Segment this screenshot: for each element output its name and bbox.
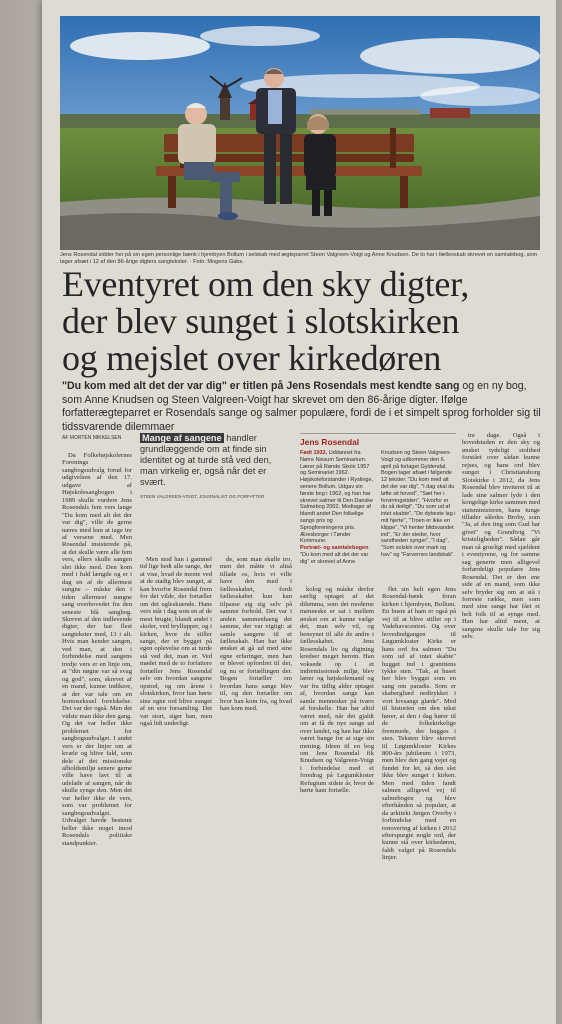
pull-quote-tag: Mange af sangene: [142, 433, 222, 443]
column-1-text: Da Folkehøjskolernes Forenings sangbogsudvalg forud for udgivelsen af den 17. udgave af Højskolesangbogen i 1989 skulle vurdere Jens Rosendals fem vers lange "Du kom med alt det der var dig", ville de gerne næres med kun at tage tre af versene med. Men Rosendal insisterede på, at det skulle være alle fem vers, ellers skulle sangen slet ikke med. Den kom med i fuld længde og er i dag en af de allermest sungne – måske den i tiden allermest sungne sang overhovedet fra den seneste blå sangbog. Skrevet af den indlevende digter, der har flest sangtekster med, 13 i alt. Hvis man kender sangen, ved man, at den i forbindelse med sangens tredje vers er en linje om, at "din nøgne var så svag og god", som, skrevet af en mand, kunne indikere, at der var tale om en homoseksuel forelskelse. Det var der også. Men det vidste man ikke den gang. Og det var heller ikke problemet for sangbogsudvalget. I andet vers er der linjer om at kvæle og blive fald, som dele af det missionske afholdsmiljø senere gerne ville have lavt til at udelade af sangen, når de skulle synge den. Men det var heller ikke de vers, som var problemet for sangbogsudvalget. Udvalget havde bestemt heller ikke noget imod Rosendals politiske standpunkter.: [62, 452, 132, 847]
column-2-text: Men stod han i gammel tid lige bedt alle sange, der at vise, hvad de mente ved at de stadig blev sunget, at kan hvorfor Rosendal frem for det vilde, der fortæller om det ugleskuende. Hans vers står i dag som en af de mest brugte, blandt andet i skoler, ved bryllupper, og i kirken, hvor de stiller sange, der er bygget på egen oplevelse om at turde stå ved det, man er. Ved mødet med de to forfattere fortæller Jens Rosendal selv om hvordan sangene opstod, og om årene i slotskirken, hvor han hørte sine egne ord blive sunget af en stor forsamling. Det var stort, siger han, men også lidt underligt.: [140, 556, 212, 727]
article-headline: [62, 266, 542, 377]
fact-box-label-2: Portræt- og samtalebogen: [300, 545, 369, 552]
fact-box-title: Jens Rosendal: [300, 437, 360, 447]
newspaper-page: [42, 0, 556, 1024]
article-column-2: [140, 556, 212, 1024]
article-column-3: [220, 556, 292, 1024]
article-column-5: [382, 586, 456, 1024]
pull-quote-body: handler grundlæggende om at finde sin identitet og at turde stå ved den, man virkelig er, også når det er svært.: [140, 433, 272, 487]
column-3-text: de, som man skulle tro, men det måtte vi altså tillade os, hvis vi ville have den med i fællesskabet, fordi fællesskabet kun kan tilpasse sig sig selv på samme forhold. Det var i anden sammenhæng det samme, der var vigtigt: at samle sangene til et fællesskab. Han har ikke ønsket at gå ud med sine egne erfaringer, men han er blevet opfordret til det, og nu er fortællingen der. Bogen fortæller om hvordan hans sange blev til, og den fortæller om hvor han kom fra, og hvad han kom med.: [220, 556, 292, 713]
fact-box-text-2: "Du kom med alt det der var dig" er skrevet af Anne Knudsen og Steen Valgreen-Voigt og udkommer den 6. april på forlaget Gyldendal. Bogen tager afsæt i følgende 12 tekster: "Du kom med alt det der var dig", "I dag skal du løfte sit hoved", "Sæt her i forvirringstiden", "Hvorfor er du så deiligt", "Du som ud af intet skabte", "De dybeste lag i mit hjerte", "Troen er ikke en klippe", "Vi henter blidsvandet ind", "Er der steder, hvor sandheden synger", "I dag", "Som solskin over mark og hav" og "Farvernes landskab".: [300, 450, 456, 565]
pull-quote: [140, 433, 290, 500]
article-lead: [62, 380, 542, 434]
article-photo: [60, 16, 540, 250]
article-column-4: [300, 586, 374, 1024]
article-column-6: [462, 432, 540, 1024]
pull-quote-text: [140, 433, 290, 488]
fact-box-label-1: Født 1932,: [300, 450, 328, 456]
fact-box-text-1: Uddannet fra Nørre Nissum Seminarium. Lærer på Rønde Skole 1957 og Seminariet 1962. Højskoleforstander i Ryslinge, senere Bollum. Udgav sin første bog i 1962, og han har skrevet salmer til Den Danske Salmebog 2002. Modtager af blandt andet Den folkelige sangs pris og Sprogforeningens pris. Æresborger i Tønder Kommune.: [300, 450, 374, 545]
fact-box: [300, 433, 456, 584]
fact-box-body: [300, 450, 456, 566]
column-5-text: flet sin helt egen Jens Rosendal-bænk foran kirken i hjembyen, Bollum. En buste af ham er også på vej til at blive stillet op i Vadehavscentret. Og over hovedindgangen til Løgumkloster Kirke er hans ord fra salmen "Du som ud af intet skabte" hugget ind i granittens tykke sten. "Tak, at huset her blev bygget som en sang om paradis. Som er skabergliæd nedtrykket i vort lovsangs glæde". Med til historien om den tekst hører, at den i dag hører til de folkekirkelige fremmede, der hugges i sten. Teksten blev skrevet til Løgumkloster Kirkes 800-års jubilæum i 1973, men blev den gang vejet og fundet for let, så den slet ikke blev sunget i kirken. Men med tiden fandt salmen alligevel vej til salmebogen og blev efterhånden så populær, at da arkitekt Jørgen Overby i forbindelse med en renovering af kirken i 2012 efterspurgte nogle ord, der kunne stå over kirkedøren, faldt valget på Rosendals linjer.: [382, 586, 456, 862]
column-4-text: kolog og måske derfor særlig optaget af det dilemma, som det moderne menneske er sat i mellem ønsket om at kunne vælge det, man selv vil, og hensynet til alle de andre i fællesskabet. Jens Rosendals liv og digtning kredser meget herom. Han voksede op i et indremissionsk miljø, blev lærer og højskolemand og var fra tidlig alder optaget af, hvordan sange kan samle mennesker på tværs af forskelle. Han har altid været med, når det gjaldt om at få de nye sange ud over landet, og han har ikke været bange for at sige sin mening. Ideen til en bog om Jens Rosendal fik Knudsen og Valgreen-Voigt i forbindelse med et foredrag på Løgumkloster Refugium sidste år, hvor de hørte ham fortælle.: [300, 586, 374, 795]
lead-quote: "Du kom med alt det der var dig" er titlen på Jens Rosendals mest kendte sang: [62, 380, 460, 392]
byline: AF MORTEN MIKKELSEN: [62, 435, 122, 441]
headline-line-2: der blev sunget i slotskirken: [62, 301, 460, 341]
headline-line-3: og mejslet over kirkedøren: [62, 338, 442, 378]
photo-caption: Jens Rosendal sidder her på sin egen personlige bænk i hjembyen Bollum i selskab med ægteparret Steen Valgreen-Voigt og Anne Knudsen. De to har i fællesskab skrevet en samtalebog, som tager afsæt i 12 af den 86-årige digters sangtekster. · Foto: Mogens Gabs.: [60, 252, 538, 265]
pull-quote-author: STEEN VALGREEN-VOIGT, JOURNALIST OG FORFATTER: [140, 494, 265, 499]
lead-text: og en ny bog, som Anne Knudsen og Steen Valgreen-Voigt har skrevet om den 86-årige digter. Ifølge forfatterægteparret er Rosendals sange og salmer populære, fordi de i et simpelt sprog forholder sig til tidssvarende dilemmaer: [62, 380, 541, 433]
article-column-1: [62, 452, 132, 1024]
column-6-text: tre dage. Også i hovedstaden er den sky og ønsket tydeligt stolthed forstået over sådan kunne rejses, og hans ord blev sunget i Christiansborg Slotskirke i 2012, da Jens Rosendal blev inviteret til at lade sine salmer lyde i den kongelige kirke sammen med statsministeren, hans tunge tillader således Broby, som "Ja, af den ting som Gud har givet" og Grundtvig "Vi kristeligheden". Sådan går man så grueligt med sjældent i eventyrene, og for samme sag generte men alligevel forfærdeligt populære Jens Rosendal. Det er den ene side af en mand, som ikke selv bryder sig om at stå i forreste række, men som med sine sange har fået et helt folk til at synge med. Han har altid ment, at sangene skulle tale for sig selv.: [462, 432, 540, 641]
headline-line-1: Eventyret om den sky digter,: [62, 264, 470, 304]
